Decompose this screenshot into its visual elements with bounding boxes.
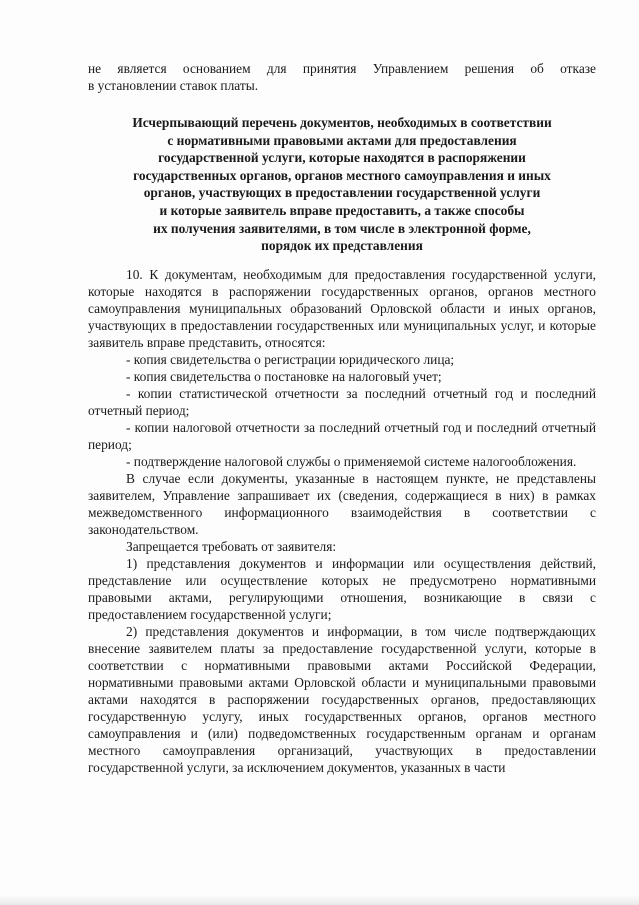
scan-bottom-edge xyxy=(0,895,639,905)
list-item: - копия свидетельства о постановке на налоговый учет; xyxy=(126,369,442,384)
heading-line: государственной услуги, которые находятся в распоряжении xyxy=(158,150,526,166)
intro-paragraph xyxy=(88,60,596,94)
heading-line: с нормативными правовыми актами для предоставления xyxy=(167,132,517,148)
paragraph-item-10: 10. К документам, необходимым для предоставления государственной услуги, которые находятся в распоряжении государственных органов, органов местного самоуправления муниципальных образований Орловской области и иных органов, участвующих в предоставлении государственных или муниципальных услуг, и которые заявитель вправе представить, относятся: xyxy=(88,267,596,350)
heading-line: государственных органов, органов местного самоуправления и иных xyxy=(133,167,551,183)
list-item: - копия свидетельства о регистрации юридического лица; xyxy=(126,352,455,367)
section-heading xyxy=(88,114,596,255)
paragraph-interagency-request: В случае если документы, указанные в настоящем пункте, не представлены заявителем, Управление запрашивает их (сведения, содержащиеся в них) в рамках межведомственного информационного взаимодействия в соответствии с законодательством. xyxy=(88,471,596,537)
heading-line: органов, участвующих в предоставлении государственной услуги xyxy=(143,185,541,201)
heading-line: и которые заявитель вправе предоставить, а также способы xyxy=(159,202,525,218)
prohibition-item-1: 1) представления документов и информации или осуществления действий, представление или осуществление которых не предусмотрено нормативными правовыми актами, регулирующими отношения, возникающие в связи с предоставлением государственной услуги; xyxy=(88,556,596,622)
list-item: - копии статистической отчетности за последний отчетный год и последний отчетный период; xyxy=(88,386,596,418)
heading-line: Исчерпывающий перечень документов, необходимых в соответствии xyxy=(132,115,552,130)
list-item: - подтверждение налоговой службы о применяемой системе налогообложения. xyxy=(126,454,577,469)
heading-line: их получения заявителями, в том числе в электронной форме, xyxy=(153,220,531,236)
body-text xyxy=(88,266,596,776)
heading-line: порядок их представления xyxy=(261,238,423,254)
prohibition-item-2: 2) представления документов и информации, в том числе подтверждающих внесение заявителем платы за предоставление государственной услуги, которые в соответствии с нормативными правовыми актами Российской Федерации, нормативными правовыми актами Орловской области и муниципальными правовыми актами находятся в распоряжении государственных органов, предоставляющих государственную услугу, иных государственных органов, органов местного самоуправления и (или) подведомственных государственным органам и органам местного самоуправления организаций, участвующих в предоставлении государственной услуги, за исключением документов, указанных в части xyxy=(88,624,596,775)
list-item: - копии налоговой отчетности за последний отчетный год и последний отчетный период; xyxy=(88,420,596,452)
paragraph-prohibition: Запрещается требовать от заявителя: xyxy=(126,539,337,554)
intro-line: не является основанием для принятия Управлением решения об отказе xyxy=(88,61,596,76)
intro-line: в установлении ставок платы. xyxy=(88,78,259,93)
